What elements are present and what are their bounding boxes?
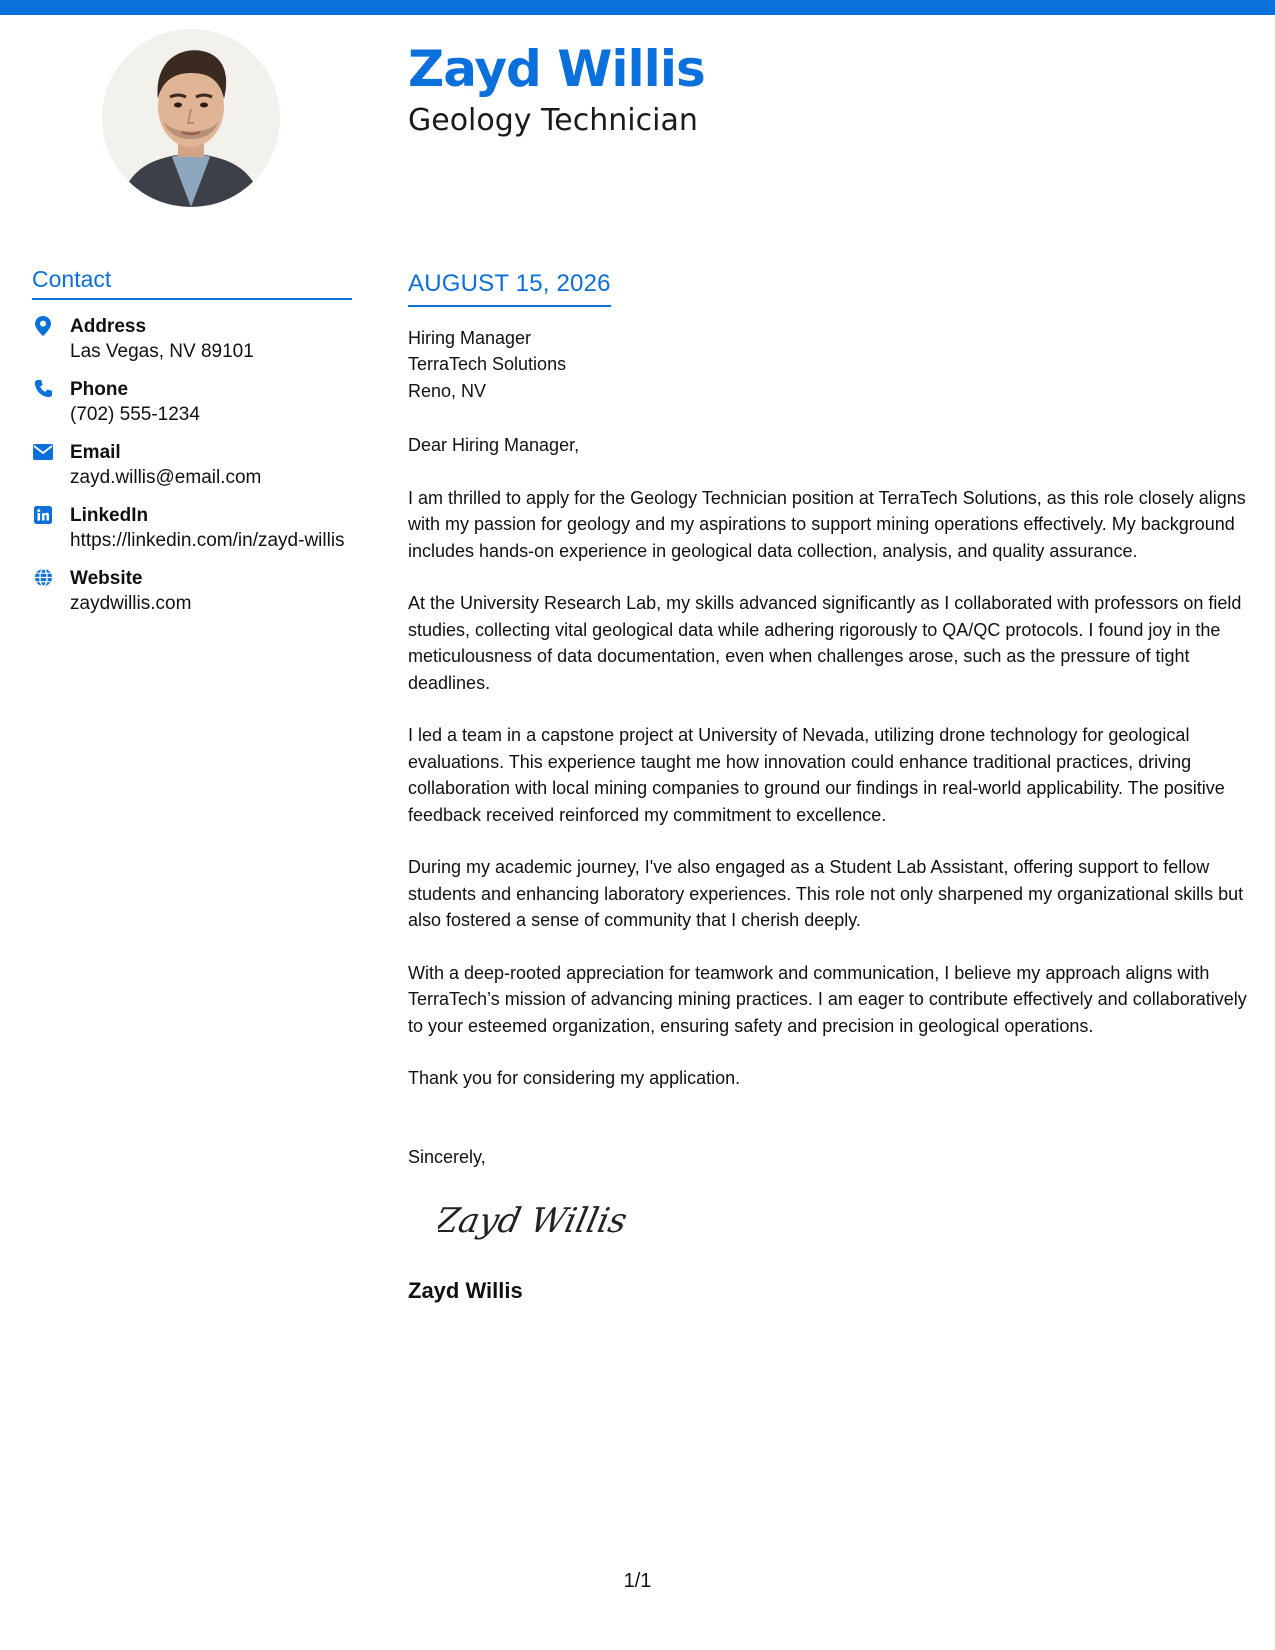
website-value[interactable]: zaydwillis.com [70, 592, 192, 614]
letter-paragraph: With a deep-rooted appreciation for teamwork and communication, I believe my approach aligns with TerraTech’s mission of advancing mining practices. I am eager to contribute effectively and collaboratively to your esteemed organization, ensuring safety and precision in geological operations. [408, 962, 1247, 1036]
linkedin-icon [32, 504, 54, 526]
closing: Sincerely, [408, 1146, 486, 1167]
contact-item-website [32, 566, 352, 616]
contact-item-linkedin [32, 503, 352, 553]
cover-letter [408, 270, 1258, 1304]
applicant-name: Zayd Willis [408, 40, 705, 98]
address-value: Las Vegas, NV 89101 [70, 340, 254, 362]
signer-name: Zayd Willis [408, 1277, 523, 1303]
phone-value: (702) 555-1234 [70, 403, 200, 425]
contact-item-address [32, 314, 352, 364]
salutation: Dear Hiring Manager, [408, 435, 580, 456]
contact-label: Address [70, 315, 147, 337]
contact-label: Website [70, 567, 143, 589]
letter-paragraph: During my academic journey, I've also engaged as a Student Lab Assistant, offering support to fellow students and enhancing laboratory experiences. This role not only sharpened my organizational skills but also fostered a sense of community that I cherish deeply. [408, 857, 1244, 931]
email-value: zayd.willis@email.com [70, 466, 262, 488]
top-accent-bar [0, 0, 1275, 15]
contact-label: Email [70, 441, 121, 463]
contact-label: Phone [70, 378, 129, 400]
recipient-block [408, 325, 1258, 405]
letter-paragraph: I am thrilled to apply for the Geology Technician position at TerraTech Solutions, as this role closely aligns with my passion for geology and my aspirations to support mining operations effectively. My background includes hands-on experience in geological data collection, analysis, and quality assurance. [408, 487, 1246, 561]
contact-list [32, 314, 352, 616]
globe-icon [32, 567, 54, 589]
letter-date: AUGUST 15, 2026 [408, 270, 611, 307]
recipient-line: Reno, NV [408, 380, 487, 401]
contact-item-email [32, 440, 352, 490]
job-title: Geology Technician [408, 103, 698, 138]
linkedin-value[interactable]: https://linkedin.com/in/zayd-willis [70, 529, 345, 551]
letter-paragraph: At the University Research Lab, my skills advanced significantly as I collaborated with professors on field studies, collecting vital geological data while adhering rigorously to QA/QC protocols. I found joy in the meticulousness of data documentation, even when challenges arose, such as the pressure of tight deadlines. [408, 593, 1242, 693]
letter-paragraph: I led a team in a capstone project at University of Nevada, utilizing drone technology for geological evaluations. This experience taught me how innovation could enhance traditional practices, driving collaboration with local mining companies to ground our findings in real-world applicability. The positive feedback received reinforced my commitment to excellence. [408, 725, 1225, 825]
recipient-line: Hiring Manager [408, 327, 532, 348]
contact-label: LinkedIn [70, 504, 149, 526]
envelope-icon [32, 441, 54, 463]
page-number: 1/1 [623, 1570, 652, 1592]
profile-photo [102, 29, 280, 207]
handwritten-signature [438, 1190, 648, 1250]
signature-text: Zayd Willis [438, 1201, 631, 1242]
contact-heading: Contact [32, 266, 352, 300]
map-pin-icon [32, 315, 54, 337]
letter-paragraph: Thank you for considering my application. [408, 1068, 741, 1089]
contact-sidebar [32, 266, 352, 629]
contact-item-phone [32, 377, 352, 427]
recipient-line: TerraTech Solutions [408, 354, 567, 375]
phone-icon [32, 378, 54, 400]
